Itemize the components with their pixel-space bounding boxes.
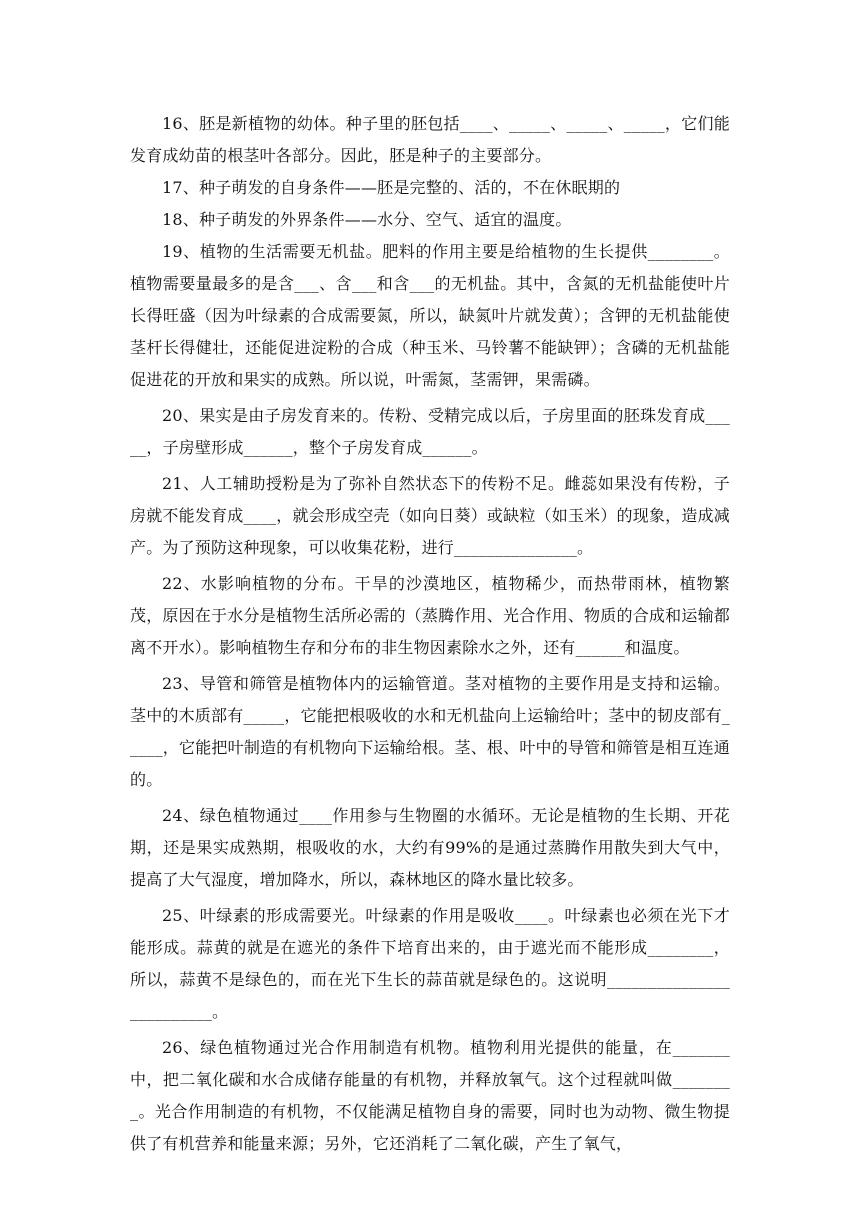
paragraph-20: 20、果实是由子房发育来的。传粉、受精完成以后，子房里面的胚珠发育成_____，子房壁形成______，整个子房发育成______。	[130, 406, 730, 457]
paragraph-26: 26、绿色植物通过光合作用制造有机物。植物利用光提供的能量，在_______中，把二氧化碳和水合成储存能量的有机物，并释放氧气。这个过程就叫做________。光合作用制造的有机物，不仅能满足植物自身的需要，同时也为动物、微生物提供了有机营养和能量来源；另外，它还消耗了二氧化碳，产生了氧气，	[130, 1038, 730, 1153]
paragraph-18: 18、种子萌发的外界条件——水分、空气、适宜的温度。	[162, 210, 572, 229]
paragraph-16: 16、胚是新植物的幼体。种子里的胚包括____、_____、_____、_____，它们能发育成幼苗的根茎叶各部分。因此，胚是种子的主要部分。	[130, 114, 730, 165]
paragraph-23: 23、导管和筛管是植物体内的运输管道。茎对植物的主要作用是支持和运输。茎中的木质部有_____，它能把根吸收的水和无机盐向上运输给叶；茎中的韧皮部有_____，它能把叶制造的有机物向下运输给根。茎、根、叶中的导管和筛管是相互连通的。	[130, 674, 731, 789]
paragraph-25: 25、叶绿素的形成需要光。叶绿素的作用是吸收____。叶绿素也必须在光下才能形成。蒜黄的就是在遮光的条件下培育出来的，由于遮光而不能形成________，所以，蒜黄不是绿色的，而在光下生长的蒜苗就是绿色的。这说明_________________________。	[130, 906, 730, 1021]
document-body	[130, 108, 730, 1160]
paragraph-21: 21、人工辅助授粉是为了弥补自然状态下的传粉不足。雌蕊如果没有传粉，子房就不能发育成____，就会形成空壳（如向日葵）或缺粒（如玉米）的现象，造成减产。为了预防这种现象，可以收集花粉，进行_______________。	[130, 474, 730, 557]
paragraph-17: 17、种子萌发的自身条件——胚是完整的、活的，不在休眠期的	[162, 178, 621, 197]
paragraph-19: 19、植物的生活需要无机盐。肥料的作用主要是给植物的生长提供________。植物需要量最多的是含___、含___和含___的无机盐。其中，含氮的无机盐能使叶片长得旺盛（因为叶绿素的合成需要氮，所以，缺氮叶片就发黄）；含钾的无机盐能使茎杆长得健壮，还能促进淀粉的合成（种玉米、马铃薯不能缺钾）；含磷的无机盐能促进花的开放和果实的成熟。所以说，叶需氮，茎需钾，果需磷。	[130, 242, 730, 389]
paragraph-22: 22、水影响植物的分布。干旱的沙漠地区，植物稀少，而热带雨林，植物繁茂，原因在于水分是植物生活所必需的（蒸腾作用、光合作用、物质的合成和运输都离不开水）。影响植物生存和分布的非生物因素除水之外，还有______和温度。	[130, 574, 730, 657]
paragraph-24: 24、绿色植物通过____作用参与生物圈的水循环。无论是植物的生长期、开花期，还是果实成熟期，根吸收的水，大约有99%的是通过蒸腾作用散失到大气中，提高了大气湿度，增加降水，所以，森林地区的降水量比较多。	[130, 806, 730, 889]
